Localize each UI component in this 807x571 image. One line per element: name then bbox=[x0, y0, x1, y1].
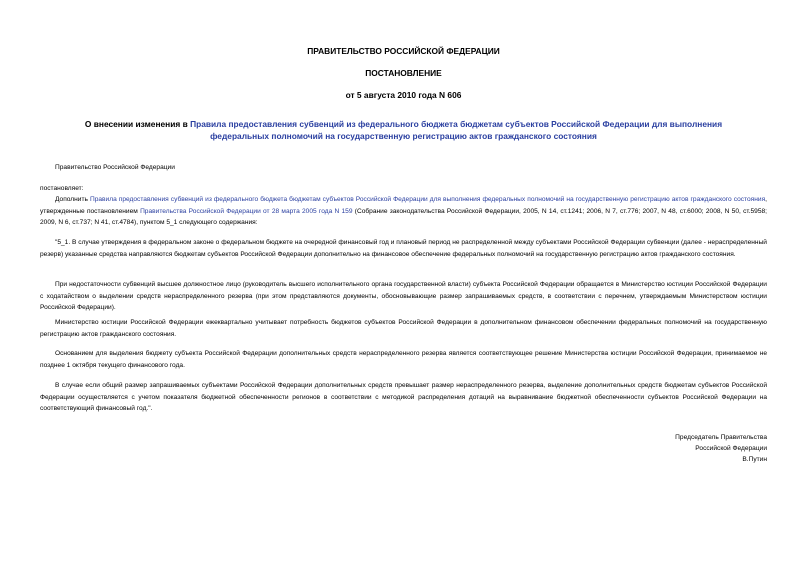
paragraph-5: Основанием для выделения бюджету субъекта Российской Федерации дополнительных средств нераспределенного резерва является соответствующее решение Министерства юстиции Российской Федерации, принимаемое не позднее 1 октября текущего финансового года. bbox=[40, 350, 767, 369]
intro-text: Правительство Российской Федерации bbox=[55, 164, 175, 171]
title-link-part1[interactable]: Правила предоставления субвенций из федерального бюджета бюджетам субъектов Российской Федерации для выполнения bbox=[190, 119, 723, 129]
title-link-part2[interactable]: федеральных полномочий на государственную регистрацию актов гражданского состояния bbox=[210, 131, 597, 141]
para1-mid: , утвержденные постановлением bbox=[40, 196, 767, 215]
government-header: ПРАВИТЕЛЬСТВО РОССИЙСКОЙ ФЕДЕРАЦИИ bbox=[307, 46, 500, 56]
decree-text: постановляет: bbox=[40, 185, 84, 192]
paragraph-1 bbox=[40, 194, 767, 229]
signature-name: В.Путин bbox=[742, 456, 767, 463]
para1-rules-link[interactable]: Правила предоставления субвенций из федерального бюджета бюджетам субъектов Российской Федерации для выполнения федеральных полномочий на государственную регистрацию актов гражданского состояния bbox=[89, 196, 766, 203]
paragraph-4: Министерство юстиции Российской Федерации ежеквартально учитывает потребность бюджетов субъектов Российской Федерации в дополнительном финансовом обеспечении федеральных полномочий на государственную регистрацию актов гражданского состояния. bbox=[40, 319, 767, 338]
para1-prefix: Дополнить bbox=[55, 196, 90, 203]
title-prefix: О внесении изменения в bbox=[84, 119, 191, 129]
signature-title: Председатель Правительства bbox=[675, 434, 767, 441]
signature-org: Российской Федерации bbox=[695, 445, 767, 452]
document-title-line2 bbox=[40, 130, 767, 142]
para1-suffix: (Собрание законодательства Российской Федерации, 2005, N 14, ст.1241; 2006, N 7, ст.776; 2007, N 48, ст.6000; 2008, N 50, ст.5958; 2009, N 6, ст.737; N 41, ст.4784), пунктом 5_1 следующего содержания: bbox=[40, 207, 767, 227]
paragraph-2: "5_1. В случае утверждения в федеральном законе о федеральном бюджете на очередной финансовый год и плановый период не распределенной между субъектами Российской Федерации субвенции (далее - нераспределенный резерв) указанные средства направляются бюджетам субъектов Российской Федерации дополнительно на финансовое обеспечение федеральных полномочий на государственную регистрацию актов гражданского состояния. bbox=[40, 239, 767, 258]
paragraph-3: При недостаточности субвенций высшее должностное лицо (руководитель высшего исполнительного органа государственной власти) субъекта Российской Федерации обращается в Министерство юстиции Российской Федерации с ходатайством о выделении средств нераспределенного резерва (при этом представляются документы, обосновывающие размер запрашиваемых средств, в соответствии с перечнем, утверждаемым Министерством юстиции Российской Федерации). bbox=[40, 281, 767, 312]
document-type: ПОСТАНОВЛЕНИЕ bbox=[365, 68, 442, 78]
date-number: от 5 августа 2010 года N 606 bbox=[345, 90, 462, 100]
para1-decree-link[interactable]: Правительства Российской Федерации от 28 марта 2005 года N 159 bbox=[140, 207, 353, 215]
paragraph-6: В случае если общий размер запрашиваемых субъектами Российской Федерации дополнительных средств превышает размер нераспределенного резерва, выделение дополнительных средств бюджетам субъектов Российской Федерации осуществляется с учетом показателя бюджетной обеспеченности регионов в соответствии с методикой распределения дотаций на выравнивание бюджетной обеспеченности субъектов Российской Федерации на соответствующий финансовый год.". bbox=[40, 382, 767, 413]
document-title-line1 bbox=[40, 118, 767, 130]
